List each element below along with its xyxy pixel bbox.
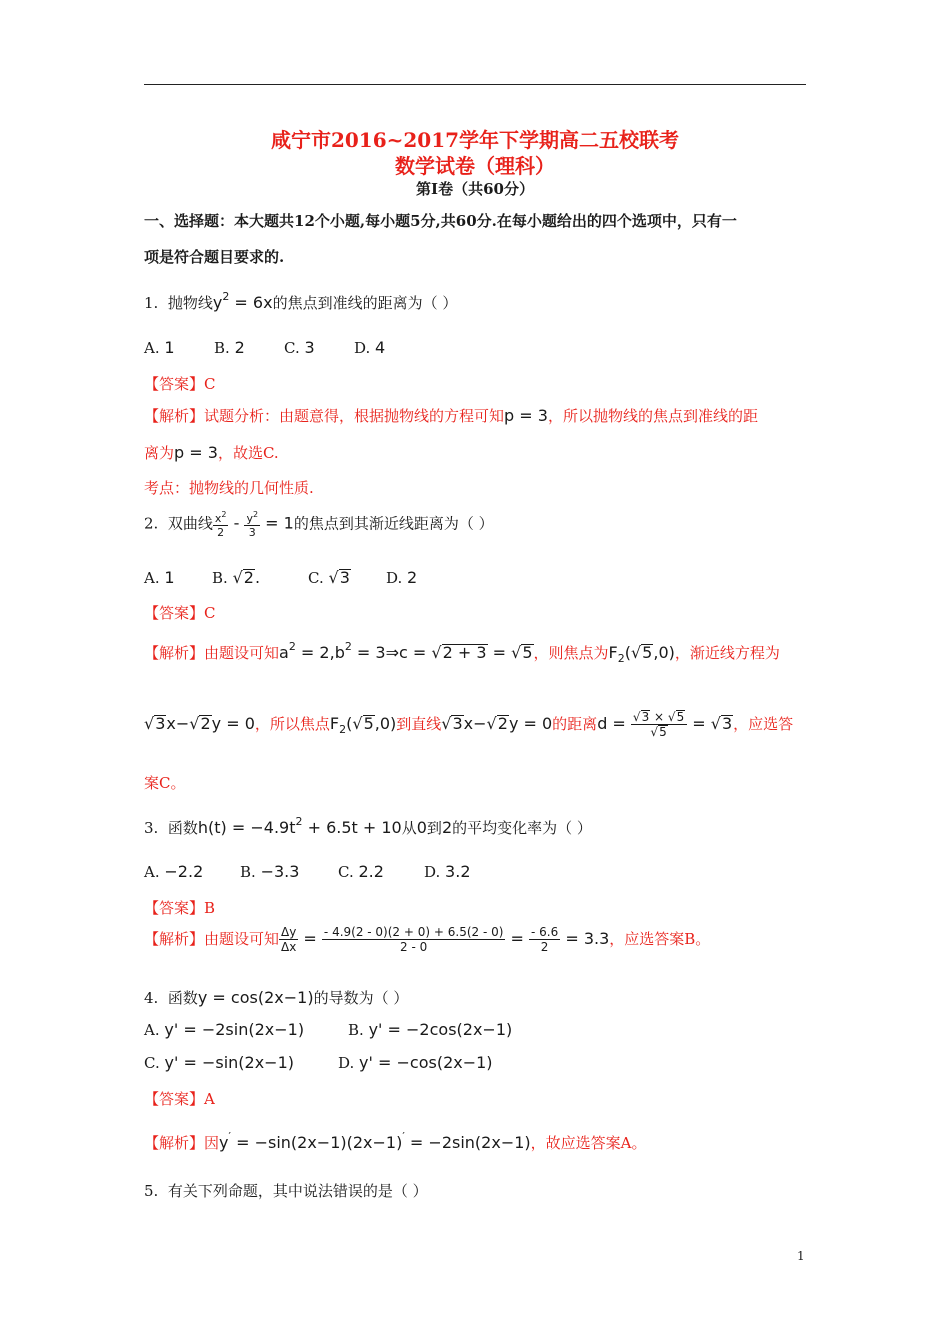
- option-value: 3: [304, 338, 315, 357]
- question-3-analysis: [144, 925, 710, 954]
- radicand: 5: [642, 643, 653, 662]
- question-4-answer: [144, 1088, 215, 1109]
- header-rule: [144, 84, 806, 85]
- option-value: −3.3: [260, 862, 300, 881]
- instructions-line-1: 一、选择题：本大题共12个小题,每小题5分,共60分.在每小题给出的四个选项中，只有一: [144, 212, 737, 230]
- option-d: [386, 568, 417, 587]
- math-var: y: [212, 293, 223, 312]
- math-expression: d = $\frac{√3 \times √5}{√5}$ = √3: [597, 710, 733, 739]
- radicand: 5: [659, 725, 667, 739]
- denominator: √5: [650, 725, 667, 739]
- analysis-text: 因: [204, 1134, 220, 1152]
- math-rest: = 3.3: [560, 929, 610, 948]
- math-operator: =: [505, 929, 529, 948]
- option-b: [240, 862, 338, 881]
- question-2-analysis-2: [144, 710, 793, 739]
- math-expression: y = cos(2x−1): [197, 988, 314, 1007]
- option-label: A.: [144, 569, 160, 587]
- option-label: A.: [144, 863, 160, 881]
- stem-text: 抛物线: [167, 294, 213, 312]
- radicand: 2: [243, 568, 254, 587]
- math-rest: ,0): [653, 643, 675, 662]
- option-label: D.: [354, 339, 371, 357]
- radicand: 3: [452, 714, 463, 733]
- fraction: [213, 510, 229, 539]
- denominator: 2 - 0: [400, 940, 428, 954]
- option-a: [144, 568, 212, 587]
- math-value: 0: [416, 818, 427, 837]
- option-value: −2.2: [164, 862, 204, 881]
- question-2-analysis-3: 案C。: [144, 774, 186, 792]
- option-value: 1: [164, 338, 175, 357]
- analysis-text: 由题设可知: [204, 930, 280, 948]
- math-rest: h(t) = −4.9t: [197, 818, 296, 837]
- option-label: B.: [240, 863, 256, 881]
- option-value: 4: [375, 338, 386, 357]
- question-3-answer: [144, 897, 215, 918]
- math-var: F: [329, 714, 340, 733]
- math-expression: √3x−√2y = 0: [144, 714, 255, 733]
- option-d: [338, 1053, 493, 1072]
- radicand: 3: [721, 714, 733, 733]
- stem-text: 从: [401, 819, 417, 837]
- option-d: [354, 338, 385, 357]
- analysis-text: 由题设可知: [204, 644, 280, 662]
- analysis-text: ，应选答案B。: [609, 930, 711, 948]
- option-label: C.: [308, 569, 324, 587]
- stem-text: 函数: [167, 989, 198, 1007]
- question-3-stem: [144, 815, 592, 838]
- subscript: 2: [339, 723, 347, 737]
- math-var: a: [279, 643, 289, 662]
- instructions-line-2: 项是符合题目要求的.: [144, 248, 285, 266]
- option-value: y' = −sin(2x−1): [164, 1053, 294, 1072]
- question-3-options: [144, 862, 471, 881]
- question-1-analysis-1: [144, 405, 758, 426]
- exam-subtitle: 数学试卷（理科）: [395, 154, 555, 178]
- option-label: C.: [338, 863, 354, 881]
- analysis-label: 【解析】: [144, 407, 205, 425]
- math-var: F: [608, 643, 618, 662]
- analysis-label: 【解析】: [144, 930, 205, 948]
- math-rest: y = 0: [508, 714, 553, 733]
- analysis-text: ，则焦点为: [533, 644, 609, 662]
- question-4-options-row-2: [144, 1053, 493, 1072]
- question-1-options: [144, 338, 385, 357]
- prime-mark: ′: [228, 1130, 231, 1143]
- option-b: [348, 1020, 512, 1039]
- numerator: - 6.6: [531, 925, 559, 939]
- option-value: y' = −2sin(2x−1): [164, 1020, 305, 1039]
- analysis-text: 到直线: [396, 715, 442, 733]
- math-rest: x−: [166, 714, 190, 733]
- option-d: [424, 862, 471, 881]
- numerator: y: [246, 512, 253, 525]
- option-c: [284, 338, 354, 357]
- math-rest: = −2sin(2x−1): [404, 1133, 531, 1152]
- answer-value: C: [204, 604, 216, 622]
- answer-label: 【答案】: [144, 1090, 205, 1108]
- math-rest: = −sin(2x−1)(2x−1): [231, 1133, 403, 1152]
- math-operator: -: [228, 513, 245, 533]
- fraction: [322, 925, 506, 954]
- math-expression: p = 3: [174, 443, 218, 462]
- analysis-text: ，所以焦点: [254, 715, 330, 733]
- option-value: 3.2: [445, 862, 471, 881]
- stem-text: 的焦点到其渐近线距离为（ ）: [293, 514, 494, 533]
- math-value: 2: [441, 818, 453, 837]
- question-1-analysis-2: [144, 442, 279, 463]
- math-expression: [212, 290, 273, 312]
- math-expression: √3x−√2y = 0: [441, 714, 553, 733]
- radicand: 3: [155, 714, 166, 733]
- math-rest: x−: [463, 714, 487, 733]
- question-2-options: [144, 568, 417, 587]
- question-1-stem: [144, 290, 457, 313]
- exponent: 2: [344, 640, 352, 653]
- math-operator: =: [298, 929, 322, 948]
- denominator: Δx: [281, 940, 297, 954]
- answer-value: B: [204, 899, 216, 917]
- denominator: 3: [248, 526, 256, 539]
- option-b: [212, 568, 308, 587]
- radicand: 5: [676, 710, 685, 724]
- exponent: 2: [222, 290, 230, 303]
- page-number: 1: [797, 1249, 805, 1263]
- math-var: y: [219, 1133, 229, 1152]
- stem-text: 的平均变化率为（ ）: [452, 819, 592, 837]
- numerator: √3 × √5: [631, 710, 687, 725]
- radicand: 3: [339, 568, 350, 587]
- radicand: 2: [200, 714, 211, 733]
- question-number: 3.: [144, 819, 159, 837]
- option-value: y' = −cos(2x−1): [359, 1053, 493, 1072]
- question-4-options-row-1: [144, 1020, 512, 1039]
- stem-text: 函数: [167, 819, 198, 837]
- math-expression: p = 3: [504, 406, 548, 425]
- radicand: 5: [363, 714, 374, 733]
- option-value: 2.2: [358, 862, 384, 881]
- analysis-text: ，故选C.: [217, 444, 279, 462]
- answer-label: 【答案】: [144, 604, 205, 622]
- option-label: D.: [424, 863, 441, 881]
- option-label: C.: [144, 1054, 160, 1072]
- math-operator: =: [487, 643, 512, 662]
- denominator: 2: [540, 940, 549, 954]
- option-c: [144, 1053, 338, 1072]
- math-expression: [197, 815, 402, 837]
- exponent: 2: [221, 510, 227, 519]
- stem-text: 的焦点到准线的距离为（ ）: [272, 294, 458, 312]
- stem-text: 的导数为（ ）: [313, 989, 409, 1007]
- option-label: B.: [348, 1021, 364, 1039]
- math-rest: y = 0: [211, 714, 255, 733]
- prime-mark: ′: [402, 1130, 405, 1143]
- question-number: 5.: [144, 1182, 159, 1200]
- math-rest: (: [346, 714, 353, 733]
- radicand: 3: [641, 710, 650, 724]
- denominator: 2: [217, 526, 225, 539]
- option-c: [308, 568, 386, 587]
- analysis-text: 的距离: [552, 715, 598, 733]
- fraction: [244, 510, 260, 539]
- question-2-answer: [144, 602, 216, 623]
- analysis-text: ，所以抛物线的焦点到准线的距: [547, 407, 758, 425]
- option-label: D.: [338, 1054, 355, 1072]
- question-2-stem: [144, 510, 494, 539]
- analysis-text: ，渐近线方程为: [674, 644, 780, 662]
- exponent: 2: [288, 640, 296, 653]
- analysis-label: 【解析】: [144, 1134, 205, 1152]
- exponent: 2: [295, 815, 303, 828]
- question-number: 2.: [144, 514, 159, 533]
- option-b: [214, 338, 284, 357]
- math-expression: $F_2(√5,0)$: [608, 643, 675, 666]
- exam-title: 咸宁市2016~2017学年下学期高二五校联考: [270, 128, 680, 152]
- math-rest: = 2,b: [295, 643, 345, 662]
- option-value: 2: [234, 338, 245, 357]
- radicand: 2: [497, 714, 508, 733]
- radicand: 2 + 3: [442, 643, 487, 662]
- math-expression: [279, 925, 610, 954]
- math-rest: = 3⇒c =: [351, 643, 432, 662]
- analysis-text: ，应选答: [733, 715, 794, 733]
- answer-value: A: [204, 1090, 215, 1108]
- question-number: 1.: [144, 294, 159, 312]
- option-value: 2: [407, 568, 418, 587]
- math-expression: [219, 1130, 531, 1152]
- numerator: - 4.9(2 - 0)(2 + 0) + 6.5(2 - 0): [323, 925, 504, 939]
- punctuation: .: [254, 568, 261, 587]
- math-rest: (: [624, 643, 631, 662]
- math-operator: =: [687, 714, 711, 733]
- numerator: Δy: [281, 925, 297, 939]
- question-4-analysis: [144, 1130, 647, 1153]
- question-4-stem: [144, 987, 408, 1008]
- option-a: [144, 338, 214, 357]
- fraction: [529, 925, 560, 954]
- option-value: 1: [164, 568, 175, 587]
- question-5-stem: [144, 1180, 428, 1201]
- question-number: 4.: [144, 989, 159, 1007]
- math-rest: = 1: [260, 513, 294, 533]
- option-label: B.: [214, 339, 230, 357]
- analysis-text: ，故应选答案A。: [530, 1134, 647, 1152]
- analysis-text: 试题分析：由题意得，根据抛物线的方程可知: [204, 407, 505, 425]
- option-label: B.: [212, 569, 228, 587]
- analysis-label: 【解析】: [144, 644, 205, 662]
- option-label: D.: [386, 569, 403, 587]
- math-rest: + 6.5t + 10: [302, 818, 402, 837]
- option-a: [144, 862, 240, 881]
- section-heading: 第Ⅰ卷（共60分）: [416, 180, 534, 198]
- question-2-analysis-1: [144, 640, 780, 665]
- numerator: x: [214, 512, 222, 525]
- question-1-point: 考点：抛物线的几何性质.: [144, 479, 314, 497]
- fraction: [631, 710, 687, 739]
- option-a: [144, 1020, 348, 1039]
- fraction: [279, 925, 298, 954]
- math-rest: ,0): [374, 714, 397, 733]
- subscript: 2: [617, 652, 625, 666]
- option-label: C.: [284, 339, 300, 357]
- math-expression: $F_2(√5,0)$: [329, 714, 397, 737]
- option-value: y' = −2cos(2x−1): [368, 1020, 513, 1039]
- answer-label: 【答案】: [144, 899, 205, 917]
- math-rest: d =: [597, 714, 631, 733]
- option-label: A.: [144, 339, 160, 357]
- option-value: √3: [328, 568, 350, 587]
- math-rest: = 6x: [229, 293, 273, 312]
- math-expression: $a^2 = 2,b^2$ = 3⇒c = √2 + 3 = √5: [279, 640, 533, 662]
- question-1-answer: [144, 373, 216, 394]
- option-value: √2.: [232, 568, 261, 587]
- answer-value: C: [204, 375, 216, 393]
- radicand: 5: [522, 643, 533, 662]
- option-c: [338, 862, 424, 881]
- stem-text: 有关下列命题，其中说法错误的是（ ）: [167, 1182, 428, 1200]
- analysis-text: 离为: [144, 444, 175, 462]
- math-operator: ×: [650, 710, 668, 724]
- stem-text: 到: [426, 819, 442, 837]
- answer-label: 【答案】: [144, 375, 205, 393]
- option-label: A.: [144, 1021, 160, 1039]
- exponent: 2: [252, 510, 259, 519]
- stem-text: 双曲线: [167, 514, 213, 533]
